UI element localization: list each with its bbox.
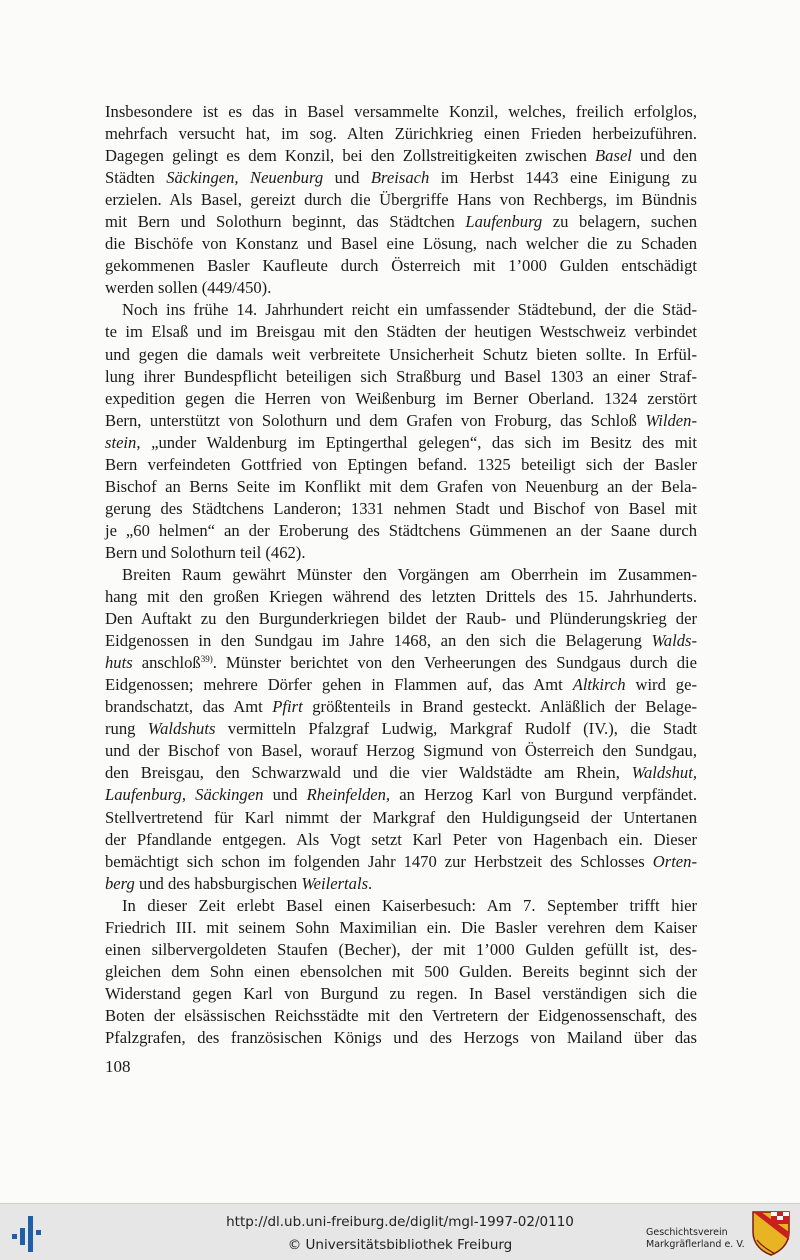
text-line: den Breisgau, den Schwarzwald und die vier Waldstädte am Rhein, Waldshut,: [105, 763, 697, 783]
paragraph: [105, 299, 697, 564]
text-line: Bischof an Berns Seite im Konflikt mit dem Grafen von Neuenburg an der Bela-: [105, 476, 697, 496]
text-line: Bern verfeindeten Gottfried von Eptingen befand. 1325 beteiligt sich der Basler: [105, 454, 697, 474]
paragraph: [105, 101, 697, 299]
text-line: hang mit den großen Kriegen während des letzten Drittels des 15. Jahrhunderts.: [105, 587, 697, 607]
association-name: [646, 1227, 745, 1251]
copyright-text: © Universitätsbibliothek Freiburg: [287, 1237, 513, 1253]
paragraph: [105, 895, 697, 1049]
footer-bar: [0, 1203, 800, 1260]
text-line: gleichen dem Sohn einen ebensolchen mit 500 Gulden. Bereits beginnt sich der: [105, 961, 697, 981]
text-line: der Pfandlande entgegen. Als Vogt setzt Karl Peter von Hagenbach ein. Dieser: [105, 829, 697, 849]
text-line: rung Waldshuts vermitteln Pfalzgraf Ludwig, Markgraf Rudolf (IV.), die Stadt: [105, 719, 697, 739]
text-line: Bern und Solothurn teil (462).: [105, 542, 306, 562]
text-line: Widerstand gegen Karl von Burgund zu regen. In Basel verständigen sich die: [105, 983, 697, 1003]
text-line: Eidgenossen; mehrere Dörfer gehen in Flammen auf, das Amt Altkirch wird ge-: [105, 675, 697, 695]
text-line: Friedrich III. mit seinem Sohn Maximilian ein. Die Basler verehren dem Kaiser: [105, 917, 697, 937]
text-line: Breiten Raum gewährt Münster den Vorgängen am Oberrhein im Zusammen-: [122, 564, 697, 584]
text-line: Pfalzgrafen, des französischen Königs und des Herzogs von Mailand über das: [105, 1027, 697, 1047]
text-line: In dieser Zeit erlebt Basel einen Kaiserbesuch: Am 7. September trifft hier: [122, 895, 697, 915]
association-line-1: Geschichtsverein: [646, 1227, 728, 1238]
text-line: Stellvertretend für Karl nimmt der Markgraf den Huldigungseid der Untertanen: [105, 807, 697, 827]
paragraph: [105, 564, 697, 895]
text-line: Insbesondere ist es das in Basel versammelte Konzil, welches, freilich erfolglos,: [105, 102, 697, 121]
text-line: gerung des Städtchens Landeron; 1331 nehmen Stadt und Bischof von Basel mit: [105, 498, 697, 518]
text-line: die Bischöfe von Konstanz und Basel eine Lösung, nach welcher die zu Schaden: [105, 234, 697, 254]
text-line: Den Auftakt zu den Burgunderkriegen bildet der Raub- und Plünderungskrieg der: [105, 609, 697, 629]
text-line: Noch ins frühe 14. Jahrhundert reicht ein umfassender Städtebund, der die Städ-: [122, 300, 697, 320]
text-line: Eidgenossen in den Sundgau im Jahre 1468, an den sich die Belagerung Walds-: [105, 631, 697, 651]
text-line: und der Bischof von Basel, worauf Herzog Sigmund von Österreich den Sundgau,: [105, 741, 697, 761]
text-line: Städten Säckingen, Neuenburg und Breisach im Herbst 1443 eine Einigung zu: [105, 168, 698, 188]
document-url-link[interactable]: http://dl.ub.uni-freiburg.de/diglit/mgl-1997-02/0110: [226, 1214, 574, 1230]
body-text: [105, 101, 697, 1049]
text-line: brandschatzt, das Amt Pfirt größtenteils in Brand gesteckt. Anläßlich der Belage-: [105, 697, 697, 717]
text-line: und gegen die damals weit verbreitete Unsicherheit Schutz bieten sollte. In Erfül-: [105, 344, 697, 364]
association-line-2: Markgräflerland e. V.: [646, 1239, 745, 1250]
text-line: gekommenen Basler Kaufleute durch Österreich mit 1’000 Gulden entschädigt: [105, 256, 697, 276]
text-line: je „60 helmen“ an der Eroberung des Städtchens Gümmenen an der Saane durch: [105, 520, 697, 540]
text-line: mit Bern und Solothurn beginnt, das Städtchen Laufenburg zu belagern, suchen: [105, 212, 697, 232]
text-line: huts anschloß$^{39)}$. Münster berichtet von den Verheerungen des Sundgaus durch die: [105, 653, 697, 673]
text-line: bemächtigt sich schon im folgenden Jahr 1470 zur Herbstzeit des Schlosses Orten-: [105, 851, 697, 871]
text-line: Boten der elsässischen Reichsstädte mit den Vertretern der Eidgenossenschaft, des: [105, 1005, 697, 1025]
text-line: einen silbervergoldeten Staufen (Becher), der mit 1’000 Gulden gefüllt ist, des-: [105, 939, 697, 959]
text-line: mehrfach versucht hat, im sog. Alten Zürichkrieg einen Frieden herbeizuführen.: [105, 124, 697, 144]
text-line: Bern, unterstützt von Solothurn und dem Grafen von Froburg, das Schloß Wilden-: [105, 410, 697, 430]
text-line: lung ihrer Bundespflicht beteiligen sich Straßburg und Basel 1303 an einer Straf-: [105, 366, 697, 386]
page-number: 108: [105, 1057, 131, 1076]
text-line: expedition gegen die Herren von Weißenburg im Berner Oberland. 1324 zerstört: [105, 388, 697, 408]
text-line: Laufenburg, Säckingen und Rheinfelden, an Herzog Karl von Burgund verpfändet.: [105, 785, 698, 805]
text-line: erzielen. Als Basel, gereizt durch die Übergriffe Hans von Rechbergs, im Bündnis: [105, 190, 697, 210]
text-line: berg und des habsburgischen Weilertals.: [105, 873, 373, 893]
text-line: werden sollen (449/450).: [105, 278, 272, 298]
text-line: Dagegen gelingt es dem Konzil, bei den Zollstreitigkeiten zwischen Basel und den: [105, 146, 697, 166]
text-line: stein, „under Waldenburg im Eptingerthal gelegen“, das sich im Besitz des mit: [105, 432, 697, 452]
coat-of-arms-icon: [751, 1210, 791, 1256]
text-line: te im Elsaß und im Breisgau mit den Städten der heutigen Westschweiz verbindet: [105, 322, 697, 342]
